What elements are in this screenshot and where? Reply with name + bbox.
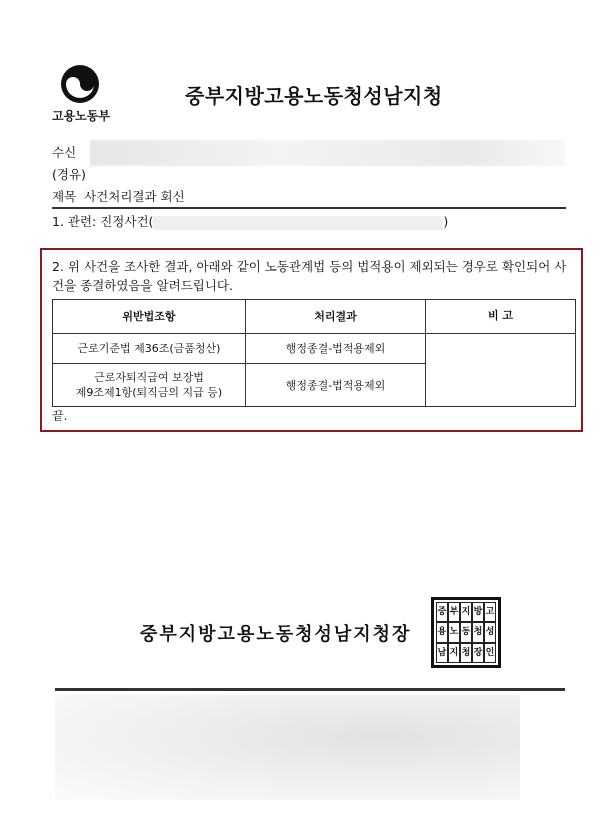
highlight-box [40, 248, 583, 432]
ministry-logo-icon [60, 64, 100, 104]
recipient-label: 수신 [52, 145, 77, 160]
header-law: 위반법조항 [53, 300, 246, 334]
via-label: (경유) [52, 167, 86, 182]
table-row [53, 334, 576, 364]
related-case [52, 214, 448, 230]
subject-value: 사건처리결과 회신 [84, 189, 185, 204]
result-cell: 행정종결-법적용제외 [246, 364, 426, 407]
official-seal: 중 부 지 방 고 용 노 동 청 성 남 지 청 장 인 [431, 597, 501, 668]
header-remarks: 비 고 [426, 300, 576, 334]
result-cell: 행정종결-법적용제외 [246, 334, 426, 364]
recipient-redacted [90, 140, 565, 166]
footer-divider [55, 688, 565, 691]
office-title: 중부지방고용노동청성남지청 [185, 84, 443, 108]
remarks-cell [426, 334, 576, 407]
table-header-row [53, 300, 576, 334]
case-redacted [153, 216, 443, 230]
result-paragraph: 2. 위 사건을 조사한 결과, 아래와 같이 노동관계법 등의 법적용이 제외되는 경우로 확인되어 사건을 종결하였음을 알려드립니다. [52, 259, 567, 293]
subject-label: 제목 [52, 189, 77, 204]
header-result: 처리결과 [246, 300, 426, 334]
law-cell [53, 364, 246, 407]
end-mark: 끝. [52, 409, 68, 423]
law-line: 근로자퇴직급여 보장법 [94, 371, 204, 384]
law-line: 제9조제1항(퇴직금의 지급 등) [75, 386, 223, 399]
related-close: ) [443, 214, 449, 229]
result-table [52, 299, 576, 407]
subject-row [52, 189, 185, 205]
law-cell: 근로기준법 제36조(금품청산) [53, 334, 246, 364]
sender-signature: 중부지방고용노동청성남지청장 [140, 624, 412, 645]
footer-redacted [55, 695, 520, 800]
divider [52, 207, 566, 209]
ministry-name: 고용노동부 [52, 109, 110, 123]
related-label: 1. 관련: 진정사건( [52, 214, 154, 229]
